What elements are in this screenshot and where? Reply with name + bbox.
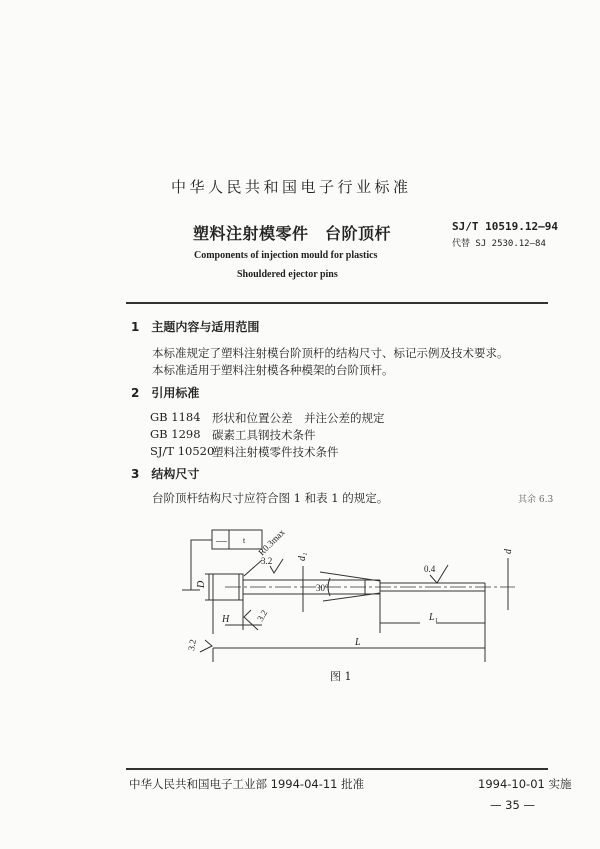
approval-statement: 中华人民共和国电子工业部 1994-04-11 批准: [129, 777, 365, 791]
reference-code: GB 1184: [150, 410, 201, 424]
section-3-heading: 3 结构尺寸: [131, 467, 200, 481]
dim-H: H: [222, 614, 230, 625]
section-1-heading: 1 主题内容与适用范围: [131, 320, 260, 334]
issuing-organization: 中华人民共和国电子行业标准: [171, 178, 412, 196]
document-title-cn: 塑料注射模零件 台阶顶杆: [193, 224, 392, 243]
roughness-end: 3.2: [186, 638, 198, 652]
reference-title: 碳素工具钢技术条件: [212, 428, 316, 442]
section-1-paragraph: 本标准规定了塑料注射模台阶顶杆的结构尺寸、标记示例及技术要求。: [152, 346, 509, 360]
dim-d1: d₁: [297, 552, 308, 561]
dim-D: D: [196, 580, 207, 588]
dim-d: d: [503, 549, 514, 554]
roughness-head: 3.2: [255, 608, 270, 623]
standard-code: SJ/T 10519.12—94: [452, 220, 558, 233]
dim-L1: L₁: [429, 612, 439, 623]
reference-code: GB 1298: [150, 427, 201, 441]
angle-label: 30°: [316, 583, 329, 593]
document-title-en: Components of injection mould for plastics: [194, 250, 378, 261]
section-2-heading: 2 引用标准: [131, 386, 200, 400]
implementation-date: 1994-10-01 实施: [478, 777, 572, 791]
section-3-paragraph: 台阶顶杆结构尺寸应符合图 1 和表 1 的规定。: [152, 491, 389, 505]
radius-label: R0.3max: [256, 527, 287, 558]
reference-title: 形状和位置公差 并注公差的规定: [212, 411, 385, 425]
footer-divider: [126, 768, 548, 770]
roughness-note: 其余 6.3: [518, 495, 554, 505]
roughness-shaft: 3.2: [261, 556, 273, 566]
page-number: — 35 —: [490, 798, 535, 812]
document-subtitle-en: Shouldered ejector pins: [237, 269, 338, 280]
reference-title: 塑料注射模零件技术条件: [212, 445, 339, 459]
section-1-paragraph: 本标准适用于塑料注射模各种模架的台阶顶杆。: [152, 363, 394, 377]
roughness-pin: 0.4: [424, 564, 436, 574]
fcf-value: t: [243, 536, 246, 545]
fcf-symbol: —: [216, 535, 227, 547]
reference-code: SJ/T 10520: [150, 444, 215, 458]
replaces-standard: 代替 SJ 2530.12—84: [452, 239, 546, 249]
figure-caption: 图 1: [330, 670, 352, 683]
dim-L: L: [355, 637, 361, 648]
